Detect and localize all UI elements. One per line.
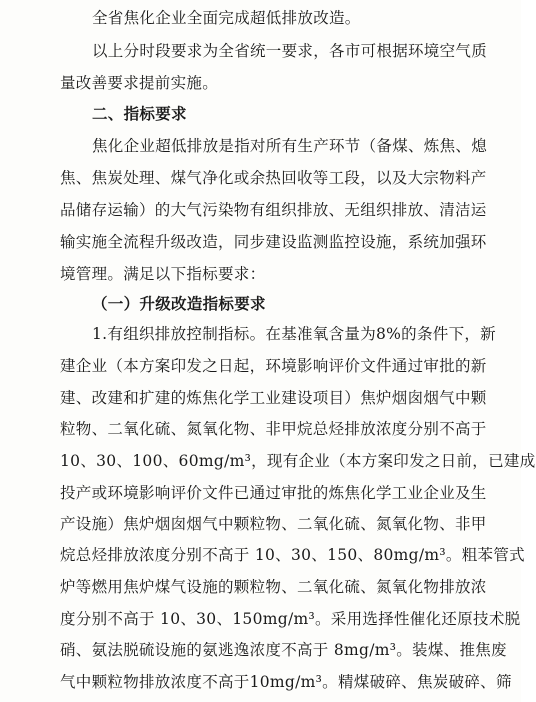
text-line: 全省焦化企业全面完成超低排放改造。 [92, 9, 361, 27]
subsection-heading: （一）升级改造指标要求 [92, 294, 266, 313]
text-line: 品储存运输）的大气污染物有组织排放、无组织排放、清洁运 [60, 201, 487, 219]
text-line: 10、30、100、60mg/m³，现有企业（本方案印发之日前，已建成 [60, 452, 536, 470]
text-line: 气中颗粒物排放浓度不高于10mg/m³。精煤破碎、焦炭破碎、筛 [60, 673, 512, 691]
text-line: 境管理。满足以下指标要求： [60, 265, 266, 283]
text-line: 焦化企业超低排放是指对所有生产环节（备煤、炼焦、熄 [92, 137, 488, 155]
text-line: 度分别不高于 10、30、150mg/m³。采用选择性催化还原技术脱 [60, 610, 521, 628]
text-line: 投产或环境影响评价文件已通过审批的炼焦化学工业企业及生 [60, 484, 487, 502]
text-line: 粒物、二氧化硫、氮氧化物、非甲烷总烃排放浓度分别不高于 [60, 420, 487, 438]
text-line: 烷总烃排放浓度分别不高于 10、30、150、80mg/m³。粗苯管式 [60, 546, 525, 564]
text-line: 炉等燃用焦炉煤气设施的颗粒物、二氧化硫、氮氧化物排放浓 [60, 578, 487, 596]
text-line: 建企业（本方案印发之日起，环境影响评价文件通过审批的新 [60, 357, 487, 375]
text-line: 1.有组织排放控制指标。在基准氧含量为8%的条件下，新 [92, 325, 496, 343]
section-heading: 二、指标要求 [92, 105, 187, 123]
text-line: 硝、氨法脱硫设施的氨逃逸浓度不高于 8mg/m³。装煤、推焦废 [60, 641, 507, 659]
text-line: 产设施）焦炉烟囱烟气中颗粒物、二氧化硫、氮氧化物、非甲 [60, 515, 487, 533]
text-line: 焦、焦炭处理、煤气净化或余热回收等工段，以及大宗物料产 [60, 169, 487, 187]
text-line: 建、改建和扩建的炼焦化学工业建设项目）焦炉烟囱烟气中颗 [60, 389, 487, 407]
text-line: 输实施全流程升级改造，同步建设监测监控设施，系统加强环 [60, 233, 487, 251]
text-line: 量改善要求提前实施。 [60, 74, 219, 92]
text-line: 以上分时段要求为全省统一要求，各市可根据环境空气质 [92, 42, 488, 60]
